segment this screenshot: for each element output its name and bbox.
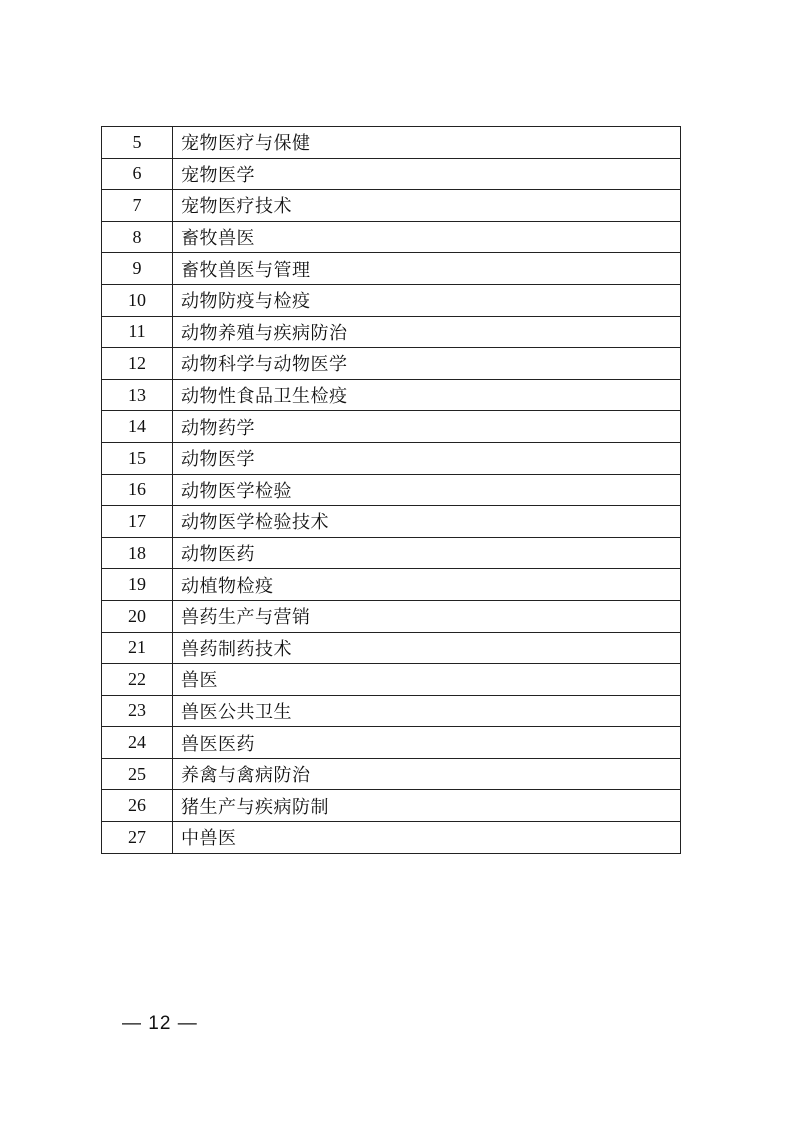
major-name: 畜牧兽医与管理 <box>173 253 681 285</box>
major-name: 动物养殖与疾病防治 <box>173 316 681 348</box>
table-row <box>102 127 681 159</box>
row-number: 6 <box>102 158 173 190</box>
table-row <box>102 158 681 190</box>
major-name: 中兽医 <box>173 822 681 854</box>
row-number: 9 <box>102 253 173 285</box>
row-number: 19 <box>102 569 173 601</box>
major-name: 动植物检疫 <box>173 569 681 601</box>
row-number: 12 <box>102 348 173 380</box>
table-row <box>102 379 681 411</box>
table-row <box>102 190 681 222</box>
major-name: 动物医学检验技术 <box>173 506 681 538</box>
row-number: 21 <box>102 632 173 664</box>
row-number: 7 <box>102 190 173 222</box>
table-row <box>102 569 681 601</box>
major-name: 动物科学与动物医学 <box>173 348 681 380</box>
row-number: 13 <box>102 379 173 411</box>
table-row <box>102 600 681 632</box>
row-number: 14 <box>102 411 173 443</box>
row-number: 10 <box>102 284 173 316</box>
row-number: 27 <box>102 822 173 854</box>
table-row <box>102 727 681 759</box>
major-name: 宠物医学 <box>173 158 681 190</box>
row-number: 20 <box>102 600 173 632</box>
table-row <box>102 411 681 443</box>
major-name: 兽医医药 <box>173 727 681 759</box>
row-number: 15 <box>102 442 173 474</box>
major-name: 畜牧兽医 <box>173 221 681 253</box>
major-name: 动物医药 <box>173 537 681 569</box>
major-name: 动物医学检验 <box>173 474 681 506</box>
row-number: 18 <box>102 537 173 569</box>
row-number: 26 <box>102 790 173 822</box>
table-row <box>102 695 681 727</box>
row-number: 16 <box>102 474 173 506</box>
majors-table <box>101 126 681 854</box>
row-number: 17 <box>102 506 173 538</box>
table-row <box>102 442 681 474</box>
row-number: 22 <box>102 664 173 696</box>
table-row <box>102 790 681 822</box>
row-number: 8 <box>102 221 173 253</box>
row-number: 25 <box>102 758 173 790</box>
table-row <box>102 253 681 285</box>
table-row <box>102 474 681 506</box>
major-name: 动物药学 <box>173 411 681 443</box>
page-number: — 12 — <box>122 1013 198 1034</box>
row-number: 5 <box>102 127 173 159</box>
majors-table-body <box>102 127 681 854</box>
table-row <box>102 822 681 854</box>
major-name: 兽药制药技术 <box>173 632 681 664</box>
major-name: 动物医学 <box>173 442 681 474</box>
row-number: 23 <box>102 695 173 727</box>
major-name: 宠物医疗技术 <box>173 190 681 222</box>
row-number: 24 <box>102 727 173 759</box>
table-row <box>102 664 681 696</box>
table-row <box>102 221 681 253</box>
major-name: 兽医公共卫生 <box>173 695 681 727</box>
row-number: 11 <box>102 316 173 348</box>
table-row <box>102 506 681 538</box>
table-row <box>102 632 681 664</box>
major-name: 动物性食品卫生检疫 <box>173 379 681 411</box>
table-row <box>102 537 681 569</box>
major-name: 兽医 <box>173 664 681 696</box>
major-name: 动物防疫与检疫 <box>173 284 681 316</box>
table-row <box>102 316 681 348</box>
major-name: 宠物医疗与保健 <box>173 127 681 159</box>
major-name: 猪生产与疾病防制 <box>173 790 681 822</box>
major-name: 兽药生产与营销 <box>173 600 681 632</box>
table-row <box>102 348 681 380</box>
major-name: 养禽与禽病防治 <box>173 758 681 790</box>
table-row <box>102 284 681 316</box>
table-row <box>102 758 681 790</box>
